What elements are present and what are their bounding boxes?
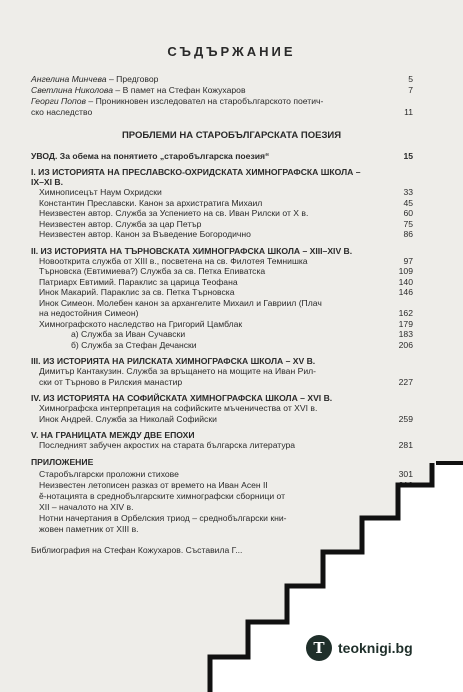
section-title: ПРОБЛЕМИ НА СТАРОБЪЛГАРСКАТА ПОЕЗИЯ bbox=[121, 130, 342, 141]
toc-entry-page: 259 bbox=[398, 413, 413, 424]
toc-entry-text: Инок Симеон. Молебен канон за архангелите Михаил и Гавриил (Плач bbox=[39, 297, 322, 308]
toc-entry-page: 33 bbox=[403, 187, 413, 197]
toc-entry-author: Ангелина Минчева bbox=[31, 74, 107, 84]
toc-entry-page: 183 bbox=[398, 329, 413, 339]
toc-entry-text: Константин Преславски. Канон за архистратига Михаил bbox=[39, 197, 263, 208]
toc-entry-text: Нотни начертания в Орбелския триод – среднобългарски кни- bbox=[39, 512, 287, 523]
book-logo-icon: T bbox=[306, 635, 332, 661]
toc-entry-text: Неизвестен автор. Служба за Успението на св. Иван Рилски от Х в. bbox=[39, 208, 309, 218]
toc-entry-page: 86 bbox=[403, 229, 413, 239]
toc-entry-text: III. ИЗ ИСТОРИЯТА НА РИЛСКАТА ХИМНОГРАФСКА ШКОЛА – XV В. bbox=[31, 356, 316, 366]
toc-entry-text: ско наследство bbox=[31, 107, 93, 117]
toc-entry-text: Ангелина Минчева – Предговор bbox=[31, 74, 159, 84]
toc-entry-page: 162 bbox=[398, 308, 413, 318]
toc-entry-text: Търновска (Евтимиева?) Служба за св. Петка Епиватска bbox=[39, 266, 266, 276]
toc-entry-text: XII – началото на XIV в. bbox=[39, 501, 134, 512]
toc-entry-text: I. ИЗ ИСТОРИЯТА НА ПРЕСЛАВСКО-ОХРИДСКАТА ХИМНОГРАФСКА ШКОЛА – bbox=[31, 167, 361, 177]
toc-entry-text: Химнописецът Наум Охридски bbox=[39, 187, 162, 197]
toc-entry-text: жовен паметник от XIII в. bbox=[39, 523, 139, 534]
toc-entry-text: б) Служба за Стефан Дечански bbox=[71, 339, 197, 350]
toc-entry-text: V. НА ГРАНИЦАТА МЕЖДУ ДВЕ ЕПОХИ bbox=[31, 430, 195, 440]
toc-entry-text: Старобългарски проложни стихове bbox=[39, 468, 179, 479]
toc-entry-text: Неизвестен автор. Служба за цар Петър bbox=[39, 218, 202, 229]
toc-entry-page: 227 bbox=[398, 376, 413, 387]
toc-entry-page: 60 bbox=[403, 208, 413, 218]
toc-entry-page: 5 bbox=[408, 74, 413, 84]
toc-entry-page: 75 bbox=[403, 218, 413, 229]
toc-entry-text: Инок Макарий. Параклис за св. Петка Търновска bbox=[39, 287, 235, 297]
toc-entry-text: Новооткрита служба от XIII в., посветена на св. Филотея Темнишка bbox=[39, 255, 308, 266]
toc-entry-page: 140 bbox=[398, 276, 413, 287]
toc-entry-page: 179 bbox=[398, 318, 413, 329]
toc-entry-author: Георги Попов bbox=[31, 96, 87, 106]
toc-entry-text: Георги Попов – Проникновен изследовател на старобългарското поетич- bbox=[31, 96, 324, 106]
toc-entry-text: ПРИЛОЖЕНИЕ bbox=[31, 456, 94, 467]
toc-entry-text: Димитър Кантакузин. Служба за връщането на мощите на Иван Рил- bbox=[39, 366, 316, 376]
toc-entry-text: ӗ-нотацията в среднобългарските химнографски сборници от bbox=[39, 490, 286, 501]
toc-entry-page: 7 bbox=[408, 85, 413, 95]
toc-entry-page: 310 bbox=[398, 479, 413, 490]
toc-entry-page: 109 bbox=[398, 266, 413, 276]
toc-entry-text: Неизвестен летописен разказ от времето на Иван Асен II bbox=[39, 479, 268, 490]
toc-entry-text: IV. ИЗ ИСТОРИЯТА НА СОФИЙСКАТА ХИМНОГРАФСКА ШКОЛА – XVI В. bbox=[31, 393, 333, 403]
toc-entry-page: 15 bbox=[403, 151, 413, 161]
toc-entry-text: а) Служба за Иван Сучавски bbox=[71, 329, 186, 339]
contents-title: СЪДЪРЖАНИЕ bbox=[167, 44, 296, 59]
toc-entry-text: УВОД. За обема на понятието „старобългарска поезия“ bbox=[31, 151, 270, 161]
toc-entry-page: 206 bbox=[398, 339, 413, 350]
toc-entry-page: 301 bbox=[398, 468, 413, 479]
toc-entry-text: Химнографското наследство на Григорий Цамблак bbox=[39, 318, 243, 329]
toc-entry-text: Светлина Николова – В памет на Стефан Кожухаров bbox=[31, 85, 246, 95]
teoknigi-logo bbox=[300, 628, 455, 668]
toc-entry-text: ски от Търново в Рилския манастир bbox=[39, 376, 183, 387]
toc-entry-text: Инок Андрей. Служба за Николай Софийски bbox=[39, 413, 217, 424]
toc-entry-text: Неизвестен автор. Канон за Въведение Богородично bbox=[39, 229, 251, 239]
logo-text: teoknigi.bg bbox=[338, 640, 413, 656]
toc-entry-text: Библиография на Стефан Кожухаров. Съставила Г... bbox=[31, 544, 243, 555]
toc-entry-text: IX–XI В. bbox=[31, 177, 63, 187]
toc-entry-text: II. ИЗ ИСТОРИЯТА НА ТЪРНОВСКАТА ХИМНОГРАФСКА ШКОЛА – XIII–XIV В. bbox=[31, 245, 353, 256]
toc-entry-text: Химнографска интерпретация на софийските мъченичества от XVI в. bbox=[39, 403, 318, 413]
toc-entry-page: 45 bbox=[403, 197, 413, 208]
toc-entry-page: 146 bbox=[398, 287, 413, 297]
toc-entry-text: Последният забучен акростих на старата българска литература bbox=[39, 440, 296, 450]
toc-entry-page: 11 bbox=[404, 107, 413, 117]
toc-entry-page: 281 bbox=[398, 440, 413, 450]
toc-entry-text: на недостойния Симеон) bbox=[39, 308, 139, 318]
toc-entry-text: Патриарх Евтимий. Параклис за царица Теофана bbox=[39, 276, 238, 287]
toc-entry-author: Светлина Николова bbox=[31, 85, 114, 95]
toc-entry-page: 97 bbox=[403, 255, 413, 266]
